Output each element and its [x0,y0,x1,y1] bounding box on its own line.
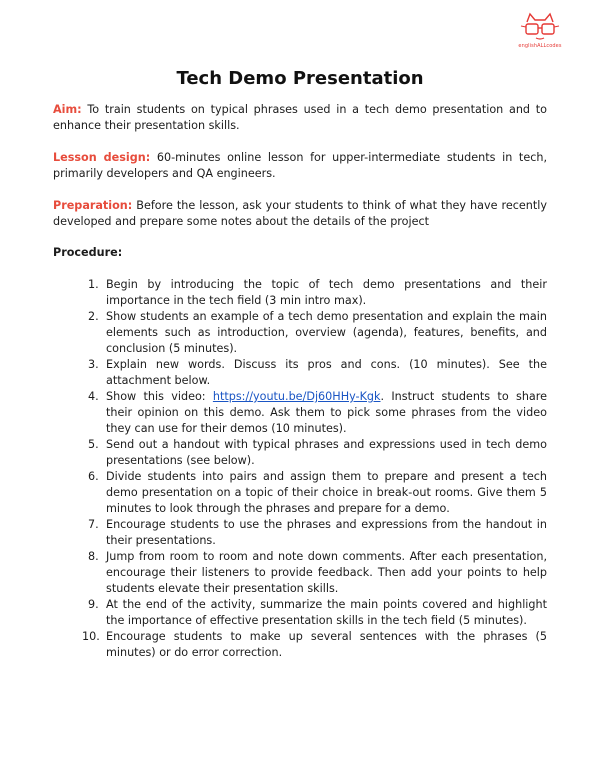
procedure-step [53,629,547,661]
preparation-paragraph [53,198,547,230]
lesson-design-paragraph [53,150,547,182]
preparation-label: Preparation: [53,199,133,212]
procedure-list [53,277,547,661]
aim-text: To train students on typical phrases used in a tech demo presentation and to enhance their presentation skills. [53,103,547,132]
step-number: 8. [88,550,99,563]
step-number: 3. [88,358,99,371]
step-text: Jump from room to room and note down comments. After each presentation, encourage their listeners to provide feedback. Then add your points to help students elevate their presentation skills. [106,550,547,595]
aim-paragraph [53,102,547,134]
step-text: Show students an example of a tech demo presentation and explain the main elements such as introduction, overview (agenda), features, benefits, and conclusion (5 minutes). [106,310,547,355]
logo-text: englishALLcodes [518,43,562,49]
preparation-text: Before the lesson, ask your students to think of what they have recently developed and prepare some notes about the details of the project [53,199,547,228]
lesson-design-text: 60-minutes online lesson for upper-intermediate students in tech, primarily developers and QA engineers. [53,151,547,180]
procedure-step [53,309,547,357]
document-title: Tech Demo Presentation [176,68,424,89]
step-text-before-link: Show this video: [106,390,213,403]
step-number: 6. [88,470,99,483]
step-text: Begin by introducing the topic of tech demo presentations and their importance in the tech field (3 min intro max). [106,278,547,307]
step-number: 7. [88,518,99,531]
step-text-after-link: . Instruct students to share their opinion on this demo. Ask them to pick some phrases from the video they can use for their demos (10 minutes). [106,390,547,435]
procedure-heading: Procedure: [53,246,123,259]
step-number: 1. [88,278,99,291]
procedure-step [53,277,547,309]
step-text: Divide students into pairs and assign them to prepare and present a tech demo presentation on a topic of their choice in break-out rooms. Give them 5 minutes to look through the phrases and prepare for a demo. [106,470,547,515]
step-text: Send out a handout with typical phrases and expressions used in tech demo presentations (see below). [106,438,547,467]
step-number: 2. [88,310,99,323]
procedure-step [53,549,547,597]
video-link[interactable]: https://youtu.be/Dj60HHy-Kgk [212,390,381,403]
procedure-step [53,517,547,549]
step-text: Explain new words. Discuss its pros and cons. (10 minutes). See the attachment below. [106,358,547,387]
procedure-step [53,357,547,389]
step-text: Encourage students to make up several sentences with the phrases (5 minutes) or do error correction. [106,630,547,659]
lesson-design-label: Lesson design: [53,151,151,164]
procedure-step [53,597,547,629]
aim-label: Aim: [53,103,82,116]
step-text: At the end of the activity, summarize the main points covered and highlight the importance of effective presentation skills in the tech field (5 minutes). [106,598,547,627]
step-number: 4. [88,390,99,403]
cat-glasses-icon [519,12,561,42]
step-number: 5. [88,438,99,451]
procedure-step [53,389,547,437]
step-number: 10. [82,630,100,643]
procedure-step [53,469,547,517]
procedure-step [53,437,547,469]
step-text: Encourage students to use the phrases and expressions from the handout in their presentations. [106,518,547,547]
logo [510,12,570,49]
step-number: 9. [88,598,99,611]
